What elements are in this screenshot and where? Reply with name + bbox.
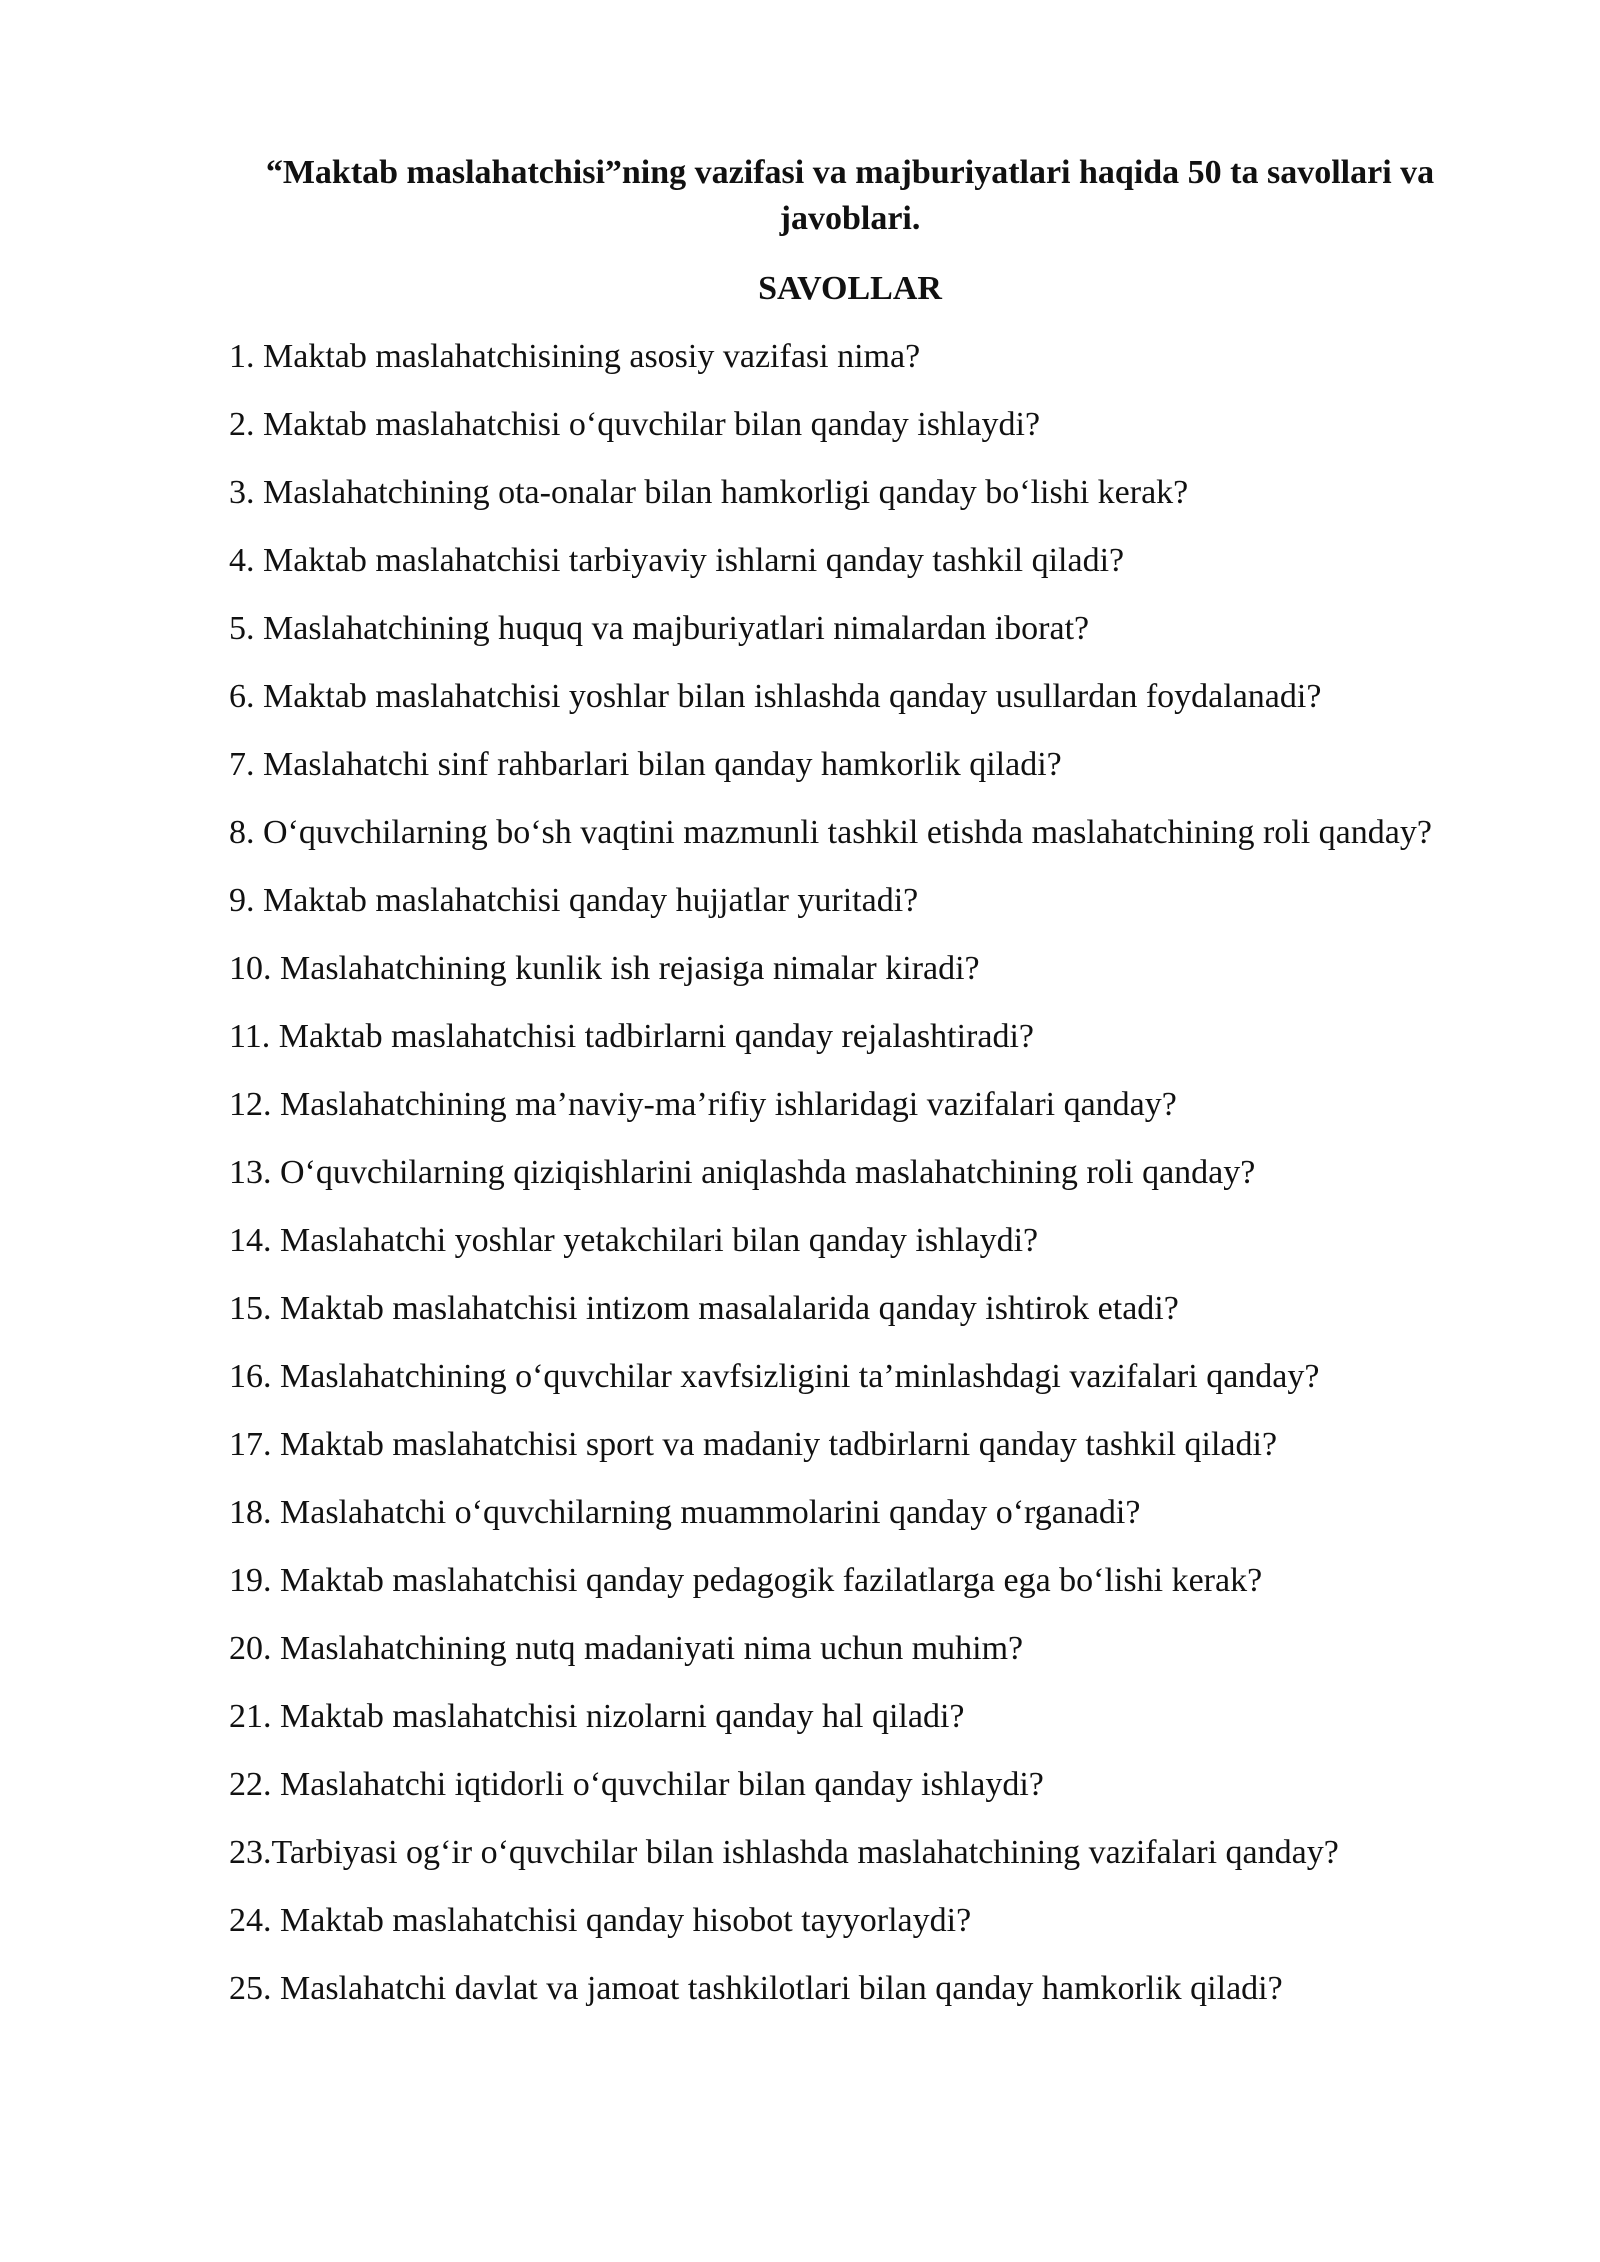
question-item: 21. Maktab maslahatchisi nizolarni qanday hal qiladi?: [229, 1698, 965, 1735]
question-item: 10. Maslahatchining kunlik ish rejasiga nimalar kiradi?: [229, 950, 980, 987]
question-item: 11. Maktab maslahatchisi tadbirlarni qanday rejalashtiradi?: [229, 1018, 1035, 1055]
question-item: 1. Maktab maslahatchisining asosiy vazifasi nima?: [229, 338, 921, 375]
question-item: 8. O‘quvchilarning bo‘sh vaqtini mazmunli tashkil etishda maslahatchining roli qanday?: [229, 814, 1432, 851]
question-item: 12. Maslahatchining ma’naviy-ma’rifiy ishlaridagi vazifalari qanday?: [229, 1086, 1177, 1123]
question-item: 4. Maktab maslahatchisi tarbiyaviy ishlarni qanday tashkil qiladi?: [229, 542, 1125, 579]
question-item: 23.Tarbiyasi og‘ir o‘quvchilar bilan ishlashda maslahatchining vazifalari qanday?: [229, 1834, 1339, 1871]
question-item: 3. Maslahatchining ota-onalar bilan hamkorligi qanday bo‘lishi kerak?: [229, 474, 1189, 511]
question-item: 5. Maslahatchining huquq va majburiyatlari nimalardan iborat?: [229, 610, 1090, 647]
question-item: 25. Maslahatchi davlat va jamoat tashkilotlari bilan qanday hamkorlik qiladi?: [229, 1970, 1283, 2007]
question-item: 22. Maslahatchi iqtidorli o‘quvchilar bilan qanday ishlaydi?: [229, 1766, 1044, 1803]
question-item: 6. Maktab maslahatchisi yoshlar bilan ishlashda qanday usullardan foydalanadi?: [229, 678, 1322, 715]
question-item: 24. Maktab maslahatchisi qanday hisobot tayyorlaydi?: [229, 1902, 972, 1939]
question-item: 18. Maslahatchi o‘quvchilarning muammolarini qanday o‘rganadi?: [229, 1494, 1141, 1531]
question-item: 19. Maktab maslahatchisi qanday pedagogik fazilatlarga ega bo‘lishi kerak?: [229, 1562, 1263, 1599]
question-item: 2. Maktab maslahatchisi o‘quvchilar bilan qanday ishlaydi?: [229, 406, 1041, 443]
question-item: 13. O‘quvchilarning qiziqishlarini aniqlashda maslahatchining roli qanday?: [229, 1154, 1256, 1191]
document-title: “Maktab maslahatchisi”ning vazifasi va majburiyatlari haqida 50 ta savollari va javoblari.: [265, 154, 1435, 237]
question-item: 9. Maktab maslahatchisi qanday hujjatlar yuritadi?: [229, 882, 919, 919]
question-list: [229, 334, 1469, 2034]
question-item: 15. Maktab maslahatchisi intizom masalalarida qanday ishtirok etadi?: [229, 1290, 1179, 1327]
question-item: 16. Maslahatchining o‘quvchilar xavfsizligini ta’minlashdagi vazifalari qanday?: [229, 1358, 1320, 1395]
question-item: 17. Maktab maslahatchisi sport va madaniy tadbirlarni qanday tashkil qiladi?: [229, 1426, 1278, 1463]
section-heading: SAVOLLAR: [758, 270, 942, 307]
question-item: 14. Maslahatchi yoshlar yetakchilari bilan qanday ishlaydi?: [229, 1222, 1039, 1259]
question-item: 7. Maslahatchi sinf rahbarlari bilan qanday hamkorlik qiladi?: [229, 746, 1062, 783]
question-item: 20. Maslahatchining nutq madaniyati nima uchun muhim?: [229, 1630, 1024, 1667]
